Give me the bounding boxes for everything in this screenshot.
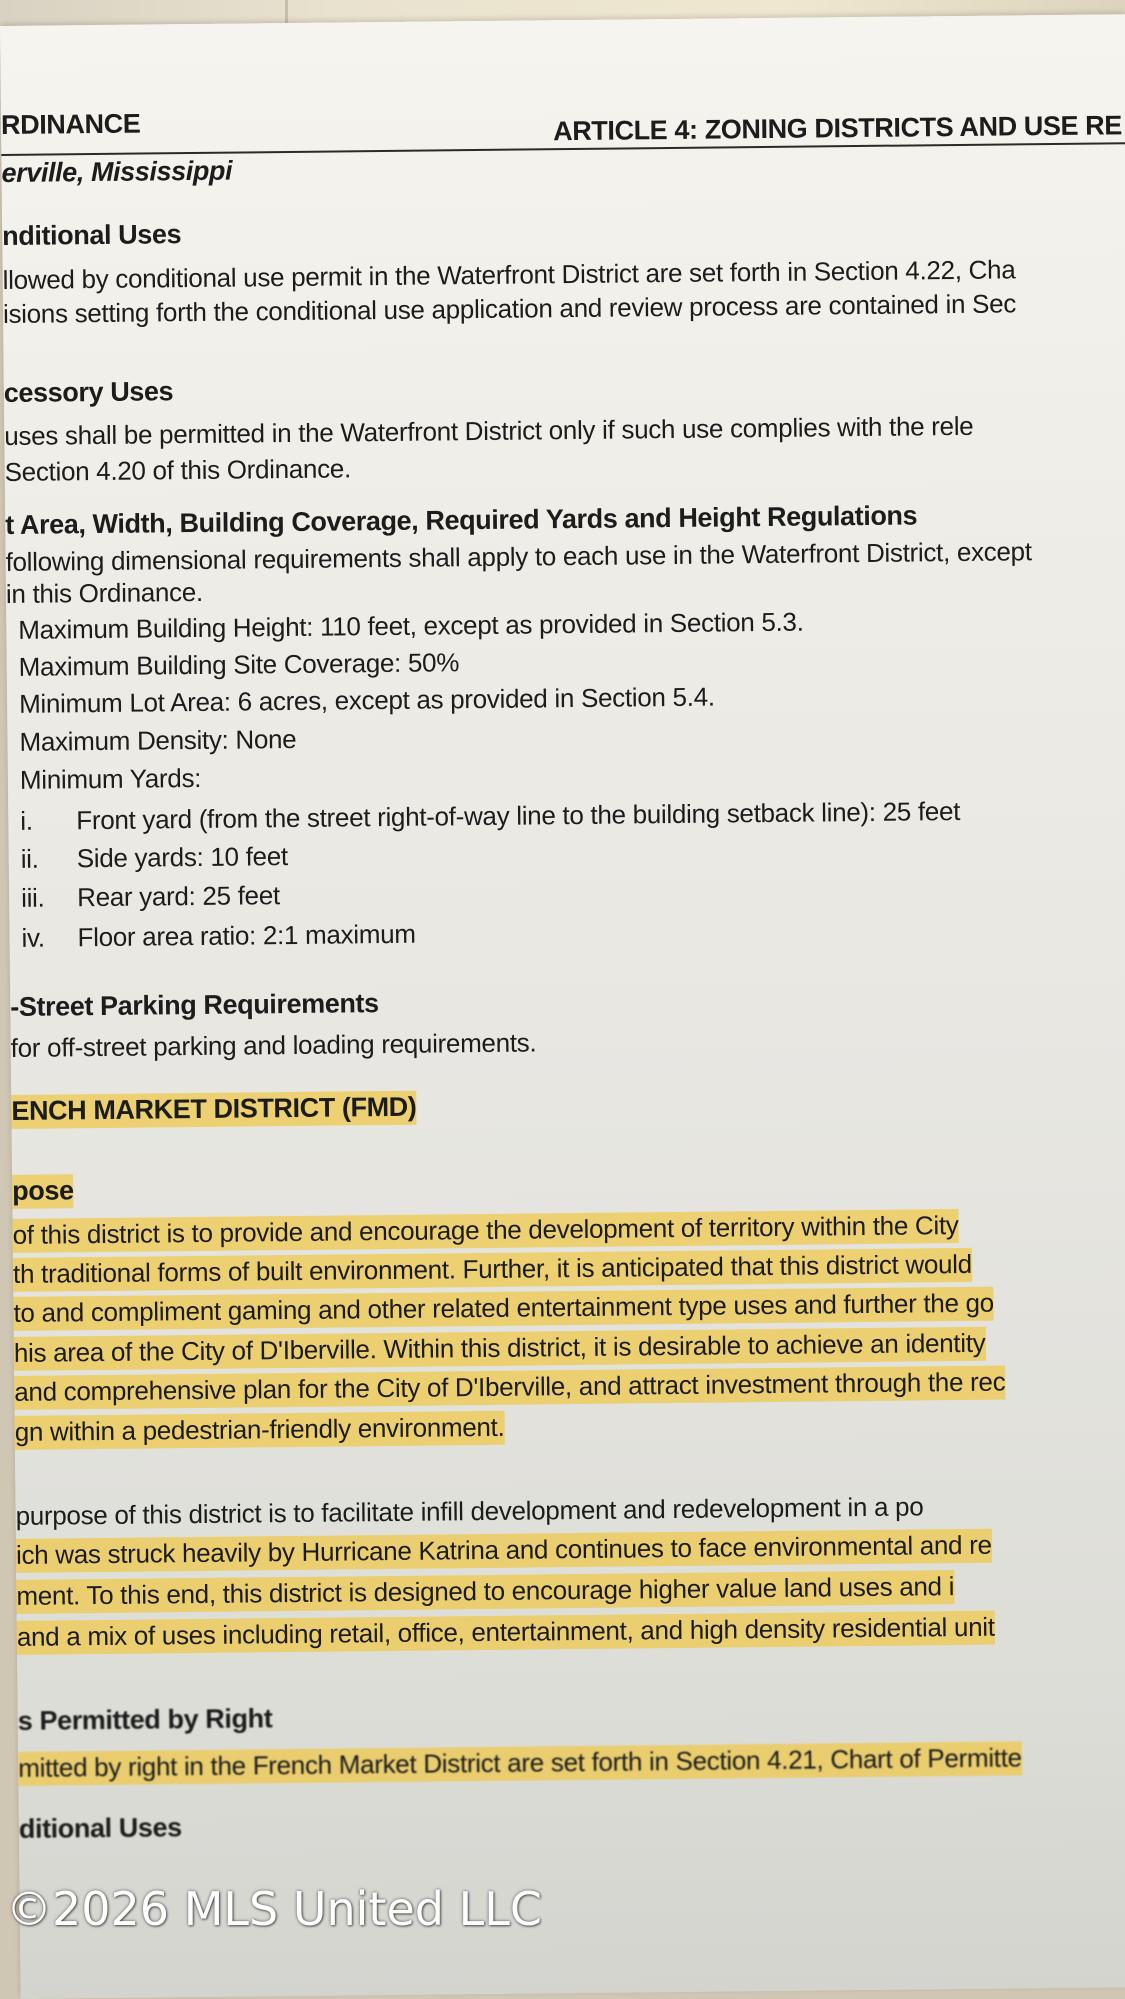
yard-side: Side yards: 10 feet bbox=[76, 841, 288, 874]
yard-number: i. bbox=[20, 805, 33, 836]
item-density: Maximum Density: None bbox=[19, 723, 297, 757]
yard-number: iv. bbox=[21, 922, 45, 953]
header-left-title: RDINANCE bbox=[0, 108, 141, 140]
permitted-heading: s Permitted by Right bbox=[17, 1703, 273, 1736]
permitted-line: mitted by right in the French Market District are set forth in Section 4.21, Chart of Permitte bbox=[18, 1741, 1022, 1786]
purpose-line-6: gn within a pedestrian-friendly environment. bbox=[15, 1411, 505, 1450]
yard-front: Front yard (from the street right-of-way line to the building setback line): 25 feet bbox=[76, 795, 961, 836]
yard-floor-area: Floor area ratio: 2:1 maximum bbox=[77, 918, 416, 953]
parking-line: for off-street parking and loading requirements. bbox=[10, 1027, 537, 1063]
accessory-line-2: Section 4.20 of this Ordinance. bbox=[4, 453, 352, 487]
purpose2-line-4: and a mix of uses including retail, office, entertainment, and high density residential unit bbox=[17, 1611, 995, 1655]
purpose-line-2: th traditional forms of built environment. Further, it is anticipated that this district would bbox=[13, 1248, 972, 1292]
purpose-line-4: his area of the City of D'Iberville. Within this district, it is desirable to achieve an identity bbox=[14, 1327, 986, 1371]
conditional-uses-heading: nditional Uses bbox=[2, 219, 182, 251]
yard-rear: Rear yard: 25 feet bbox=[76, 880, 280, 913]
purpose-line-3: to and compliment gaming and other related entertainment type uses and further the go bbox=[13, 1287, 994, 1331]
purpose-line-5: and comprehensive plan for the City of D'Iberville, and attract investment through the rec bbox=[14, 1366, 1005, 1410]
conditional-line-1: llowed by conditional use permit in the Waterfront District are set forth in Section 4.22, Cha bbox=[2, 254, 1016, 295]
item-lot-area: Minimum Lot Area: 6 acres, except as provided in Section 5.4. bbox=[18, 681, 715, 719]
purpose-line-1: of this district is to provide and encourage the development of territory within the City bbox=[12, 1209, 958, 1253]
conditional-line-2: isions setting forth the conditional use application and review process are contained in Sec bbox=[2, 288, 1017, 329]
purpose-heading: pose bbox=[12, 1174, 74, 1209]
dimensional-intro-2: in this Ordinance. bbox=[5, 576, 204, 609]
fmd-heading: ENCH MARKET DISTRICT (FMD) bbox=[11, 1091, 416, 1129]
dimensional-intro-1: following dimensional requirements shall apply to each use in the Waterfront District, except bbox=[5, 536, 1032, 577]
header-subtitle: erville, Mississippi bbox=[1, 155, 233, 188]
parking-heading: -Street Parking Requirements bbox=[10, 988, 379, 1022]
purpose2-line-3: ment. To this end, this district is designed to encourage higher value land uses and i bbox=[16, 1570, 954, 1614]
purpose2-line-1: purpose of this district is to facilitate infill development and redevelopment in a po bbox=[15, 1491, 924, 1531]
yard-number: ii. bbox=[20, 843, 39, 874]
cut-off-heading: ditional Uses bbox=[18, 1812, 182, 1844]
header-right-title: ARTICLE 4: ZONING DISTRICTS AND USE RE bbox=[552, 110, 1123, 147]
item-min-yards: Minimum Yards: bbox=[19, 762, 202, 795]
copyright-watermark: ©2026 MLS United LLC bbox=[6, 1882, 542, 1936]
purpose2-line-2: ich was struck heavily by Hurricane Katrina and continues to face environmental and re bbox=[16, 1529, 992, 1573]
accessory-uses-heading: cessory Uses bbox=[3, 376, 174, 408]
accessory-line-1: uses shall be permitted in the Waterfront District only if such use complies with the rele bbox=[4, 410, 974, 451]
item-max-height: Maximum Building Height: 110 feet, except as provided in Section 5.3. bbox=[18, 606, 804, 645]
yard-number: iii. bbox=[20, 882, 45, 913]
dimensional-heading: t Area, Width, Building Coverage, Required Yards and Height Regulations bbox=[5, 500, 918, 540]
document-page bbox=[0, 14, 1125, 1999]
item-site-coverage: Maximum Building Site Coverage: 50% bbox=[18, 647, 460, 682]
